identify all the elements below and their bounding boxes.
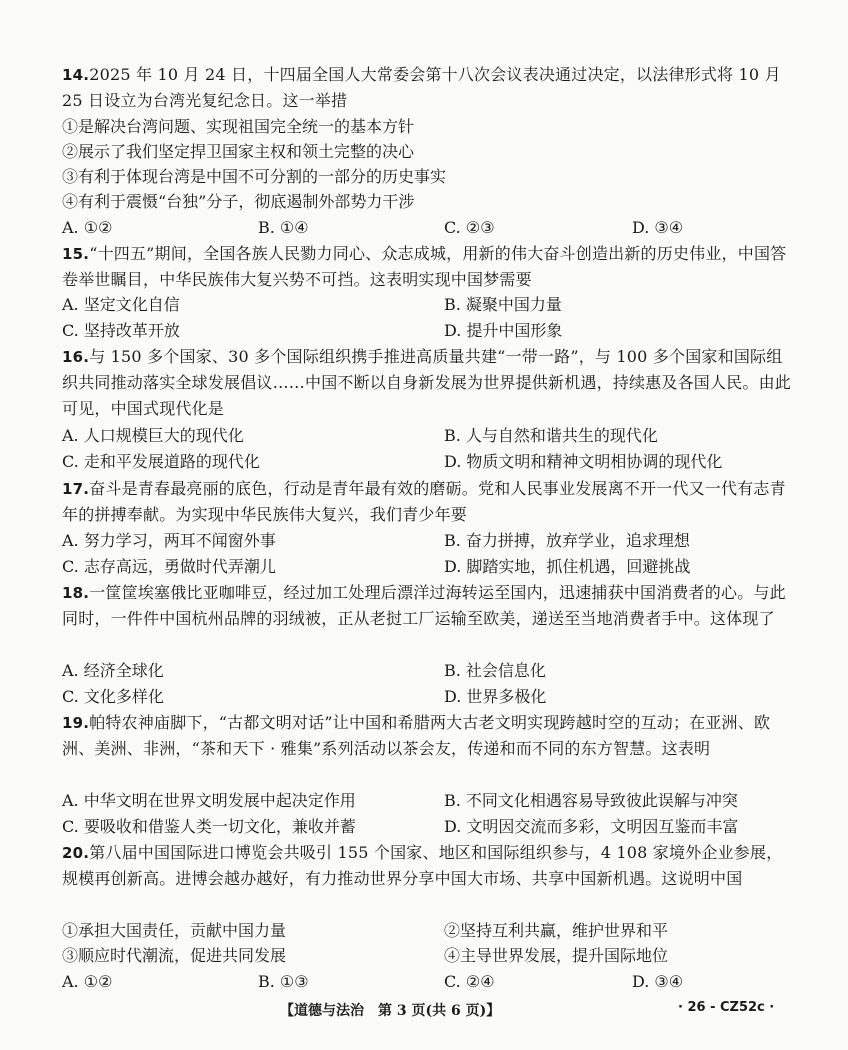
option-a: A. 经济全球化 — [62, 661, 164, 680]
option-c: C. 文化多样化 — [62, 687, 164, 706]
question-number: 17. — [62, 480, 90, 498]
question-text: 第八届中国国际进口博览会共吸引 155 个国家、地区和国际组织参与，4 108 家境外企业参展，规模再创新高。进博会越办越好，有力推动世界分享中国大市场、共享中国新机遇。这说明中国 — [62, 843, 783, 888]
question-text: 一筐筐埃塞俄比亚咖啡豆，经过加工处理后漂洋过海转运至国内，迅速捕获中国消费者的心。与此同时，一件件中国杭州品牌的羽绒被，正从老挝工厂运输至欧美，递送至当地消费者手中。这体现了 — [62, 583, 786, 628]
option-a: A. 努力学习，两耳不闻窗外事 — [62, 531, 276, 550]
question-stem — [62, 241, 792, 293]
option-b: B. 奋力拼搏，放弃学业，追求理想 — [444, 531, 690, 550]
option-d: D. 世界多极化 — [444, 687, 547, 706]
option-a: A. 中华文明在世界文明发展中起决定作用 — [62, 791, 356, 810]
option-a: A. 人口规模巨大的现代化 — [62, 426, 244, 445]
question-text: 奋斗是青春最亮丽的底色，行动是青年最有效的磨砺。党和人民事业发展离不开一代又一代有志青年的拼搏奉献。为实现中华民族伟大复兴，我们青少年要 — [62, 479, 786, 524]
statement-1: ①承担大国责任，贡献中国力量 — [62, 921, 287, 940]
option-b: B. 不同文化相遇容易导致彼此误解与冲突 — [444, 791, 738, 810]
statement-3: ③顺应时代潮流，促进共同发展 — [62, 946, 287, 965]
question-text: “十四五”期间，全国各族人民勠力同心、众志成城，用新的伟大奋斗创造出新的历史伟业，中国答卷举世瞩目，中华民族伟大复兴势不可挡。这表明实现中国梦需要 — [62, 244, 787, 289]
option-c: C. 要吸收和借鉴人类一切文化，兼收并蓄 — [62, 817, 356, 836]
question-stem — [62, 476, 792, 528]
option-c: C. 志存高远，勇做时代弄潮儿 — [62, 557, 276, 576]
question-text: 帕特农神庙脚下，“古都文明对话”让中国和希腊两大古老文明实现跨越时空的互动；在亚洲、欧洲、美洲、非洲，“茶和天下 · 雅集”系列活动以茶会友，传递和而不同的东方智慧。这表明 — [62, 713, 771, 758]
option-b: B. 凝聚中国力量 — [444, 295, 562, 314]
option-d: D. 物质文明和精神文明相协调的现代化 — [444, 452, 723, 471]
option-a: A. ①② — [62, 972, 113, 991]
question-stem — [62, 344, 792, 422]
option-d: D. 文明因交流而多彩，文明因互鉴而丰富 — [444, 817, 739, 836]
option-c: C. 坚持改革开放 — [62, 321, 180, 340]
statement-4: ④主导世界发展，提升国际地位 — [444, 946, 669, 965]
question-number: 20. — [62, 844, 90, 862]
option-b: B. ①③ — [258, 972, 309, 991]
question-stem — [62, 62, 792, 114]
question-stem — [62, 710, 792, 762]
option-c: C. ②③ — [444, 218, 495, 237]
footer-page-info: 【道德与法治 第 3 页(共 6 页)】 — [280, 1003, 501, 1019]
option-a: A. 坚定文化自信 — [62, 295, 180, 314]
question-number: 18. — [62, 584, 90, 602]
question-number: 19. — [62, 714, 90, 732]
option-d: D. ③④ — [632, 218, 684, 237]
statement-3: ③有利于体现台湾是中国不可分割的一部分的历史事实 — [62, 167, 447, 186]
option-a: A. ①② — [62, 218, 113, 237]
option-b: B. 社会信息化 — [444, 661, 546, 680]
question-text: 2025 年 10 月 24 日，十四届全国人大常委会第十八次会议表决通过决定，以法律形式将 10 月 25 日设立为台湾光复纪念日。这一举措 — [62, 65, 781, 110]
option-d: D. 脚踏实地，抓住机遇，回避挑战 — [444, 557, 691, 576]
option-d: D. ③④ — [632, 972, 684, 991]
option-b: B. ①④ — [258, 218, 309, 237]
question-number: 15. — [62, 245, 90, 263]
question-text: 与 150 多个国家、30 多个国际组织携手推进高质量共建“一带一路”，与 100 多个国家和国际组织共同推动落实全球发展倡议……中国不断以自身新发展为世界提供新机遇，持续惠及各国人民。由此可见，中国式现代化是 — [62, 347, 792, 418]
question-number: 16. — [62, 348, 90, 366]
option-c: C. ②④ — [444, 972, 495, 991]
footer-code: · 26 - CZ52c · — [678, 1000, 775, 1015]
page-footer — [0, 1000, 848, 1026]
statement-1: ①是解决台湾问题、实现祖国完全统一的基本方针 — [62, 117, 415, 136]
question-stem — [62, 840, 792, 892]
statement-2: ②展示了我们坚定捍卫国家主权和领土完整的决心 — [62, 142, 415, 161]
statement-4: ④有利于震慑“台独”分子，彻底遏制外部势力干涉 — [62, 192, 415, 211]
option-d: D. 提升中国形象 — [444, 321, 563, 340]
option-c: C. 走和平发展道路的现代化 — [62, 452, 260, 471]
question-number: 14. — [62, 66, 90, 84]
statement-2: ②坚持互利共赢，维护世界和平 — [444, 921, 669, 940]
question-stem — [62, 580, 792, 632]
option-b: B. 人与自然和谐共生的现代化 — [444, 426, 658, 445]
